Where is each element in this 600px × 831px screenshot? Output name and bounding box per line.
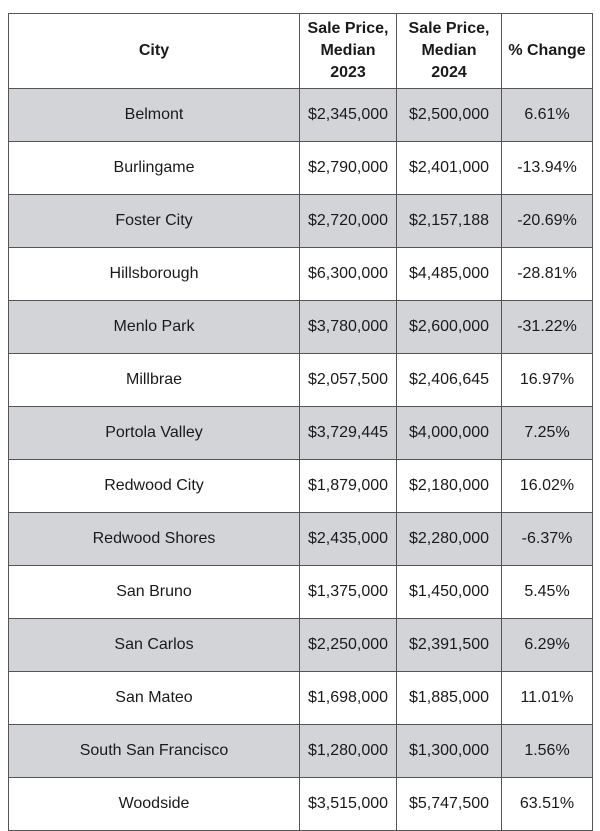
cell-price-2024: $2,401,000 [397, 142, 502, 195]
header-price-2024-line3: 2024 [431, 64, 467, 81]
cell-price-2023: $2,250,000 [300, 619, 397, 672]
cell-city: Menlo Park [9, 301, 300, 354]
cell-city: Belmont [9, 89, 300, 142]
cell-city: Woodside [9, 778, 300, 831]
cell-change: -20.69% [502, 195, 593, 248]
header-price-2023-line3: 2023 [330, 64, 366, 81]
cell-change: 1.56% [502, 725, 593, 778]
header-price-2024-line1: Sale Price, [408, 20, 490, 37]
table-row [9, 778, 593, 831]
cell-price-2024: $2,180,000 [397, 460, 502, 513]
cell-price-2023: $3,515,000 [300, 778, 397, 831]
cell-price-2024: $2,600,000 [397, 301, 502, 354]
cell-city: Portola Valley [9, 407, 300, 460]
table-row [9, 248, 593, 301]
table-row [9, 89, 593, 142]
cell-city: San Mateo [9, 672, 300, 725]
header-price-2023 [300, 14, 397, 89]
cell-price-2024: $4,000,000 [397, 407, 502, 460]
cell-price-2023: $2,345,000 [300, 89, 397, 142]
header-price-2023-line2: Median [320, 42, 376, 59]
cell-change: 7.25% [502, 407, 593, 460]
table-row [9, 460, 593, 513]
cell-city: San Carlos [9, 619, 300, 672]
cell-change: 11.01% [502, 672, 593, 725]
cell-city: Redwood City [9, 460, 300, 513]
table-row [9, 407, 593, 460]
cell-price-2023: $2,720,000 [300, 195, 397, 248]
cell-city: South San Francisco [9, 725, 300, 778]
header-price-2023-line1: Sale Price, [307, 20, 389, 37]
cell-city: San Bruno [9, 566, 300, 619]
cell-price-2024: $4,485,000 [397, 248, 502, 301]
sale-price-table [8, 13, 593, 831]
cell-price-2024: $2,391,500 [397, 619, 502, 672]
cell-price-2024: $5,747,500 [397, 778, 502, 831]
cell-change: -31.22% [502, 301, 593, 354]
cell-change: -28.81% [502, 248, 593, 301]
cell-change: 5.45% [502, 566, 593, 619]
cell-city: Foster City [9, 195, 300, 248]
cell-price-2023: $6,300,000 [300, 248, 397, 301]
cell-price-2023: $1,280,000 [300, 725, 397, 778]
cell-price-2023: $3,729,445 [300, 407, 397, 460]
header-row [9, 14, 593, 89]
table-row [9, 619, 593, 672]
cell-price-2024: $2,406,645 [397, 354, 502, 407]
cell-price-2023: $2,435,000 [300, 513, 397, 566]
table-body [9, 89, 593, 831]
table-row [9, 301, 593, 354]
cell-price-2024: $2,280,000 [397, 513, 502, 566]
cell-change: -6.37% [502, 513, 593, 566]
cell-price-2024: $2,500,000 [397, 89, 502, 142]
header-city: City [9, 14, 300, 89]
cell-price-2023: $1,698,000 [300, 672, 397, 725]
cell-city: Millbrae [9, 354, 300, 407]
header-price-2024 [397, 14, 502, 89]
cell-change: 63.51% [502, 778, 593, 831]
header-change: % Change [502, 14, 593, 89]
cell-price-2023: $2,057,500 [300, 354, 397, 407]
table-row [9, 566, 593, 619]
cell-city: Hillsborough [9, 248, 300, 301]
table-row [9, 195, 593, 248]
cell-price-2024: $1,450,000 [397, 566, 502, 619]
cell-price-2024: $2,157,188 [397, 195, 502, 248]
cell-change: 16.97% [502, 354, 593, 407]
cell-price-2023: $2,790,000 [300, 142, 397, 195]
table-row [9, 672, 593, 725]
cell-change: 6.61% [502, 89, 593, 142]
cell-city: Redwood Shores [9, 513, 300, 566]
cell-price-2023: $1,879,000 [300, 460, 397, 513]
header-price-2024-line2: Median [421, 42, 477, 59]
table-row [9, 142, 593, 195]
cell-price-2023: $1,375,000 [300, 566, 397, 619]
table-row [9, 513, 593, 566]
cell-price-2024: $1,300,000 [397, 725, 502, 778]
cell-change: -13.94% [502, 142, 593, 195]
cell-change: 16.02% [502, 460, 593, 513]
table-row [9, 354, 593, 407]
cell-price-2024: $1,885,000 [397, 672, 502, 725]
cell-price-2023: $3,780,000 [300, 301, 397, 354]
cell-change: 6.29% [502, 619, 593, 672]
table-row [9, 725, 593, 778]
table-header [9, 14, 593, 89]
cell-city: Burlingame [9, 142, 300, 195]
